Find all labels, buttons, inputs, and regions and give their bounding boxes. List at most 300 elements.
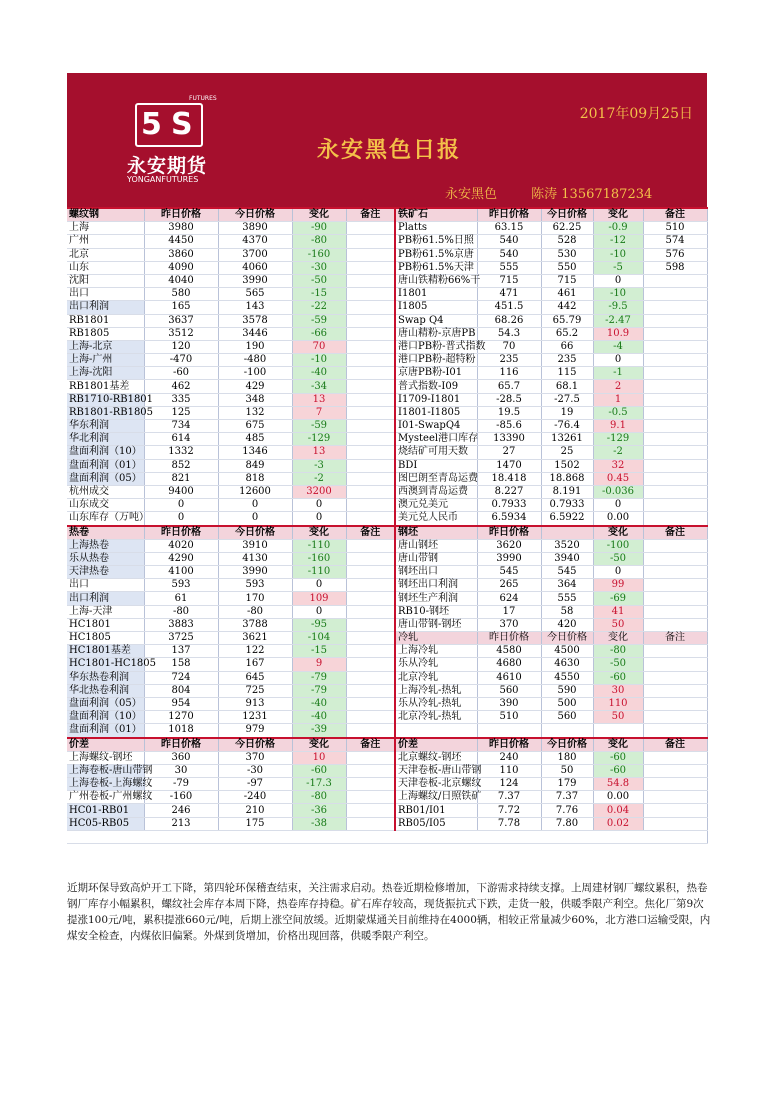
row-label-cell: 美元兑人民币 [395,512,477,526]
value-cell: 0 [593,499,643,512]
row-label-cell: 上海卷板-唐山带钢 [69,764,153,776]
value-cell: 7 [292,406,346,419]
price-grid [67,207,708,844]
value-cell: 3637 [144,314,218,327]
value-cell [643,340,707,353]
value-cell [643,380,707,393]
row-label-cell: 港口PB粉-超特粉 [395,354,477,367]
value-cell: 574 [643,235,707,248]
row-label-cell: RB05/I05 [395,817,477,830]
value-cell [346,340,395,353]
table-row [67,288,707,301]
value-cell: 25 [541,446,593,459]
value-cell: 462 [144,380,218,393]
value-cell: -129 [593,433,643,446]
value-cell: 3883 [144,618,218,631]
row-label-cell: 港口PB粉-普式指数 [395,340,477,353]
value-cell [643,711,707,724]
value-cell: 715 [477,274,541,287]
table-row [67,367,707,380]
row-label-cell: 钢坯出口利润 [395,579,477,592]
value-cell [643,791,707,804]
value-cell: 451.5 [477,301,541,314]
value-cell: 1502 [541,459,593,472]
row-label-cell: 杭州成交 [67,485,144,498]
value-cell [346,618,395,631]
value-cell: 210 [218,804,292,817]
row-label-cell: 冷轧 [395,632,477,645]
value-cell: 0 [593,354,643,367]
value-cell: 0 [144,499,218,512]
value-cell: -97 [218,778,292,791]
value-cell: 41 [593,605,643,618]
value-cell: 390 [477,697,541,710]
value-cell: 124 [477,778,541,791]
value-cell: 0.02 [593,817,643,830]
value-cell [346,301,395,314]
table-row [67,751,707,764]
row-label-cell: 山东库存（万吨） [67,512,144,526]
value-cell: 50 [593,618,643,631]
value-cell: 954 [144,697,218,710]
value-cell: 10 [292,751,346,764]
value-cell: 246 [144,804,218,817]
value-cell: 0 [218,512,292,526]
row-label-cell: 钢坯生产利润 [395,592,477,605]
value-cell: 30 [593,684,643,697]
value-cell: 1231 [218,711,292,724]
value-cell: 590 [541,684,593,697]
value-cell [643,472,707,485]
value-cell [346,671,395,684]
table-row [67,566,707,579]
value-cell: 4020 [144,539,218,552]
value-cell: 18.418 [477,472,541,485]
value-cell: 137 [144,645,218,658]
value-cell: 0.45 [593,472,643,485]
value-cell: 9 [292,658,346,671]
value-cell: 170 [218,592,292,605]
value-cell: 3446 [218,327,292,340]
table-row [67,724,707,738]
header-cell: 价差 [395,738,477,752]
header-cell: 今日价格 [218,526,292,540]
value-cell [643,684,707,697]
row-label-cell: BDI [395,459,477,472]
value-cell [643,697,707,710]
value-cell: -69 [593,592,643,605]
value-cell: -95 [292,618,346,631]
value-cell: 4100 [144,566,218,579]
value-cell: -50 [593,658,643,671]
value-cell: -2 [593,446,643,459]
value-cell: 645 [218,671,292,684]
value-cell: 13 [292,393,346,406]
row-label-cell: I1805 [395,301,477,314]
value-cell [346,778,395,791]
table-header-row [67,208,707,222]
value-cell: -240 [218,791,292,804]
row-label-cell: I1801 [395,288,477,301]
row-label-cell: 天津卷板-唐山带钢 [395,764,477,777]
table-row [67,817,707,830]
row-label-cell: PB粉61.5%日照 [395,235,477,248]
header-cell: 变化 [593,526,643,540]
value-cell: 110 [593,697,643,710]
value-cell: 143 [218,301,292,314]
value-cell: 132 [218,406,292,419]
value-cell: 7.76 [541,804,593,817]
value-cell: 4130 [218,552,292,565]
value-cell: -480 [218,354,292,367]
value-cell [477,724,541,738]
value-cell [346,406,395,419]
header-cell: 今日价格 [541,208,593,222]
value-cell: 17 [477,605,541,618]
value-cell: -85.6 [477,420,541,433]
row-label-cell: HC01-RB01 [67,804,144,817]
value-cell: 27 [477,446,541,459]
value-cell: 13 [292,446,346,459]
report-title: 永安黑色日报 [317,138,462,163]
value-cell [346,645,395,658]
row-label-cell [395,724,477,738]
table-row [67,485,707,498]
value-cell: 变化 [593,632,643,645]
row-label-cell: 上海 [67,222,144,235]
value-cell: 180 [541,751,593,764]
value-cell: 32 [593,459,643,472]
value-cell: 3621 [218,632,292,645]
row-label-cell: 盘面利润（01） [67,459,144,472]
row-label-cell: RB1805 [67,327,144,340]
value-cell [643,778,707,791]
row-label-cell: 广州卷板-广州螺纹 [69,791,153,803]
row-label-cell: 西澳到青岛运费 [395,485,477,498]
value-cell: 213 [144,817,218,830]
row-label-cell: 山东成交 [67,499,144,512]
value-cell: 65.79 [541,314,593,327]
value-cell [346,791,395,804]
table-row [67,340,707,353]
header-cell: 变化 [292,738,346,752]
header-cell: 今日价格 [218,208,292,222]
value-cell [346,817,395,830]
value-cell: -160 [292,552,346,565]
header-cell: 昨日价格 [144,526,218,540]
table-row [67,314,707,327]
value-cell: -60 [292,764,346,777]
value-cell [346,539,395,552]
logo-mark-icon: 5 S [135,103,203,147]
row-label-cell: RB10-钢坯 [395,605,477,618]
row-label-cell: 唐山钢坯 [395,539,477,552]
value-cell [643,671,707,684]
row-label-cell: 上海-广州 [67,354,144,367]
row-label-cell: 盘面利润（05） [67,472,144,485]
value-cell: 122 [218,645,292,658]
market-commentary: 近期环保导致高炉开工下降，第四轮环保稽查结束，关注需求启动。热卷近期检修增加，下游需求持续支撑。上周建材钢厂螺纹累积，热卷钢厂库存小幅累积，螺纹社会库存本周下降，热卷库存持稳。矿石库存较高，现货振抗式下跌，走货一般，供暖季限产利空。焦化厂第9次提涨100元/吨，累积提涨660元/吨，后期上涨空间放缓。近期蒙煤通关目前维持在4000辆，相较正常量减少60%，北方港口运输受限，内煤安全检查，内煤依旧偏紧。外煤到货增加，价格出现回落，供暖季限产利空。 [67,882,711,942]
row-label-cell: HC05-RB05 [67,817,144,830]
value-cell: 849 [218,459,292,472]
value-cell: -17.3 [292,778,346,791]
value-cell: -60 [593,671,643,684]
value-cell: 158 [144,658,218,671]
value-cell: -79 [292,671,346,684]
value-cell [346,459,395,472]
author-contact: 陈涛 13567187234 [531,187,653,202]
value-cell: 4610 [477,671,541,684]
value-cell: 30 [144,764,218,777]
value-cell: 62.25 [541,222,593,235]
value-cell [346,684,395,697]
row-label-cell: 山东 [67,261,144,274]
table-row [67,711,707,724]
table-row [67,261,707,274]
value-cell [643,459,707,472]
value-cell [643,539,707,552]
value-cell: 675 [218,420,292,433]
value-cell: -0.036 [593,485,643,498]
value-cell: 0 [593,566,643,579]
value-cell: -40 [292,697,346,710]
row-label-cell: 上海-北京 [67,340,144,353]
value-cell [346,446,395,459]
value-cell: 7.37 [477,791,541,804]
row-label-cell: I01-SwapQ4 [395,420,477,433]
table-row [67,327,707,340]
value-cell: 4370 [218,235,292,248]
value-cell [643,751,707,764]
table-row [67,380,707,393]
value-cell: -59 [292,314,346,327]
value-cell: 624 [477,592,541,605]
value-cell: 235 [477,354,541,367]
logo-english-name: YONGANFUTURES [127,175,199,184]
value-cell: 913 [218,697,292,710]
row-label-cell: RB1801基差 [67,380,144,393]
header-cell: 今日价格 [541,738,593,752]
value-cell: -10 [292,354,346,367]
table-row [67,764,707,777]
header-cell: 昨日价格 [477,526,541,540]
row-label-cell: 乐从冷轧-热轧 [395,697,477,710]
header-cell: 备注 [643,738,707,752]
value-cell: 65.7 [477,380,541,393]
value-cell [643,274,707,287]
value-cell [346,499,395,512]
value-cell [643,566,707,579]
value-cell: 4290 [144,552,218,565]
value-cell [346,764,395,777]
value-cell [346,579,395,592]
value-cell [643,327,707,340]
value-cell: 0.00 [593,512,643,526]
value-cell [643,433,707,446]
value-cell: 9400 [144,485,218,498]
row-label-cell: 上海冷轧-热轧 [395,684,477,697]
value-cell: 598 [643,261,707,274]
value-cell: 61 [144,592,218,605]
row-label-cell: RB1801-RB1805 [69,406,154,418]
value-cell: -28.5 [477,393,541,406]
value-cell: 3940 [541,552,593,565]
row-label-cell: 北京冷轧 [395,671,477,684]
yongan-logo [127,95,227,185]
value-cell: -40 [292,711,346,724]
value-cell: 1332 [144,446,218,459]
value-cell: 3520 [541,539,593,552]
value-cell: 420 [541,618,593,631]
table-row [67,446,707,459]
value-cell [346,804,395,817]
value-cell: 576 [643,248,707,261]
value-cell [346,605,395,618]
value-cell: -66 [292,327,346,340]
value-cell: 4680 [477,658,541,671]
row-label-cell: 上海冷轧 [395,645,477,658]
value-cell [346,380,395,393]
value-cell: 3890 [218,222,292,235]
value-cell: -160 [144,791,218,804]
value-cell [593,724,643,738]
value-cell: 560 [477,684,541,697]
value-cell: -39 [292,724,346,738]
value-cell [643,764,707,777]
value-cell: 8.191 [541,485,593,498]
value-cell: -110 [292,566,346,579]
value-cell: -100 [593,539,643,552]
value-cell: 19 [541,406,593,419]
header-cell: 热卷 [67,526,144,540]
value-cell [346,485,395,498]
value-cell: 0 [292,499,346,512]
value-cell: 528 [541,235,593,248]
value-cell: 66 [541,340,593,353]
value-cell: 852 [144,459,218,472]
row-label-cell: PB粉61.5%京唐 [395,248,477,261]
value-cell: 4550 [541,671,593,684]
value-cell [346,235,395,248]
row-label-cell: 普式指数-I09 [395,380,477,393]
value-cell: 3980 [144,222,218,235]
value-cell [346,261,395,274]
header-cell: 变化 [593,208,643,222]
value-cell [346,288,395,301]
value-cell: -80 [292,235,346,248]
value-cell [643,393,707,406]
value-cell: 109 [292,592,346,605]
header-cell: 变化 [593,738,643,752]
value-cell: 3860 [144,248,218,261]
value-cell [346,697,395,710]
value-cell: -22 [292,301,346,314]
table-row [67,539,707,552]
row-label-cell: 乐从热卷 [67,552,144,565]
value-cell: 50 [541,764,593,777]
value-cell: 550 [541,261,593,274]
header-cell: 备注 [643,526,707,540]
row-label-cell: 乐从冷轧 [395,658,477,671]
value-cell [643,645,707,658]
table-row [67,645,707,658]
value-cell: 3725 [144,632,218,645]
value-cell: -100 [218,367,292,380]
logo-futures-text: FUTURES [189,95,217,102]
row-label-cell: Swap Q4 [395,314,477,327]
value-cell: -0.5 [593,406,643,419]
table-row [67,632,707,645]
value-cell: 3700 [218,248,292,261]
value-cell: 614 [144,433,218,446]
value-cell: -76.4 [541,420,593,433]
value-cell: 0 [292,579,346,592]
row-label-cell: 钢坯出口 [395,566,477,579]
value-cell: -40 [292,367,346,380]
value-cell [643,301,707,314]
value-cell: 13261 [541,433,593,446]
value-cell: 4090 [144,261,218,274]
value-cell: -1 [593,367,643,380]
value-cell: 3910 [218,539,292,552]
value-cell: 3578 [218,314,292,327]
value-cell [346,433,395,446]
value-cell: -27.5 [541,393,593,406]
value-cell: 0 [593,274,643,287]
value-cell: 190 [218,340,292,353]
value-cell: 4060 [218,261,292,274]
table-header-row [67,526,707,540]
value-cell: 565 [218,288,292,301]
value-cell: 0.7933 [477,499,541,512]
value-cell: 555 [477,261,541,274]
value-cell [346,367,395,380]
value-cell: 360 [144,751,218,764]
value-cell: -30 [218,764,292,777]
value-cell: 110 [477,764,541,777]
table-row [67,406,707,419]
value-cell: 58 [541,605,593,618]
value-cell: -9.5 [593,301,643,314]
value-cell: 370 [218,751,292,764]
row-label-cell: HC1801基差 [67,645,144,658]
header-cell: 铁矿石 [395,208,477,222]
value-cell [643,605,707,618]
value-cell: -4 [593,340,643,353]
header-cell: 螺纹钢 [67,208,144,222]
header-cell: 昨日价格 [477,738,541,752]
value-cell: 1470 [477,459,541,472]
value-cell: 7.72 [477,804,541,817]
value-cell: 175 [218,817,292,830]
value-cell [643,485,707,498]
header-cell: 备注 [346,208,395,222]
value-cell [643,499,707,512]
value-cell: 1270 [144,711,218,724]
row-label-cell: 上海卷板-上海螺纹 [69,778,153,790]
value-cell: -15 [292,288,346,301]
value-cell [643,592,707,605]
value-cell: -36 [292,804,346,817]
header-cell: 价差 [67,738,144,752]
value-cell [643,354,707,367]
table-row [67,512,707,526]
value-cell: 485 [218,433,292,446]
value-cell [643,817,707,830]
value-cell [643,288,707,301]
row-label-cell: I1709-I1801 [395,393,477,406]
value-cell [346,751,395,764]
